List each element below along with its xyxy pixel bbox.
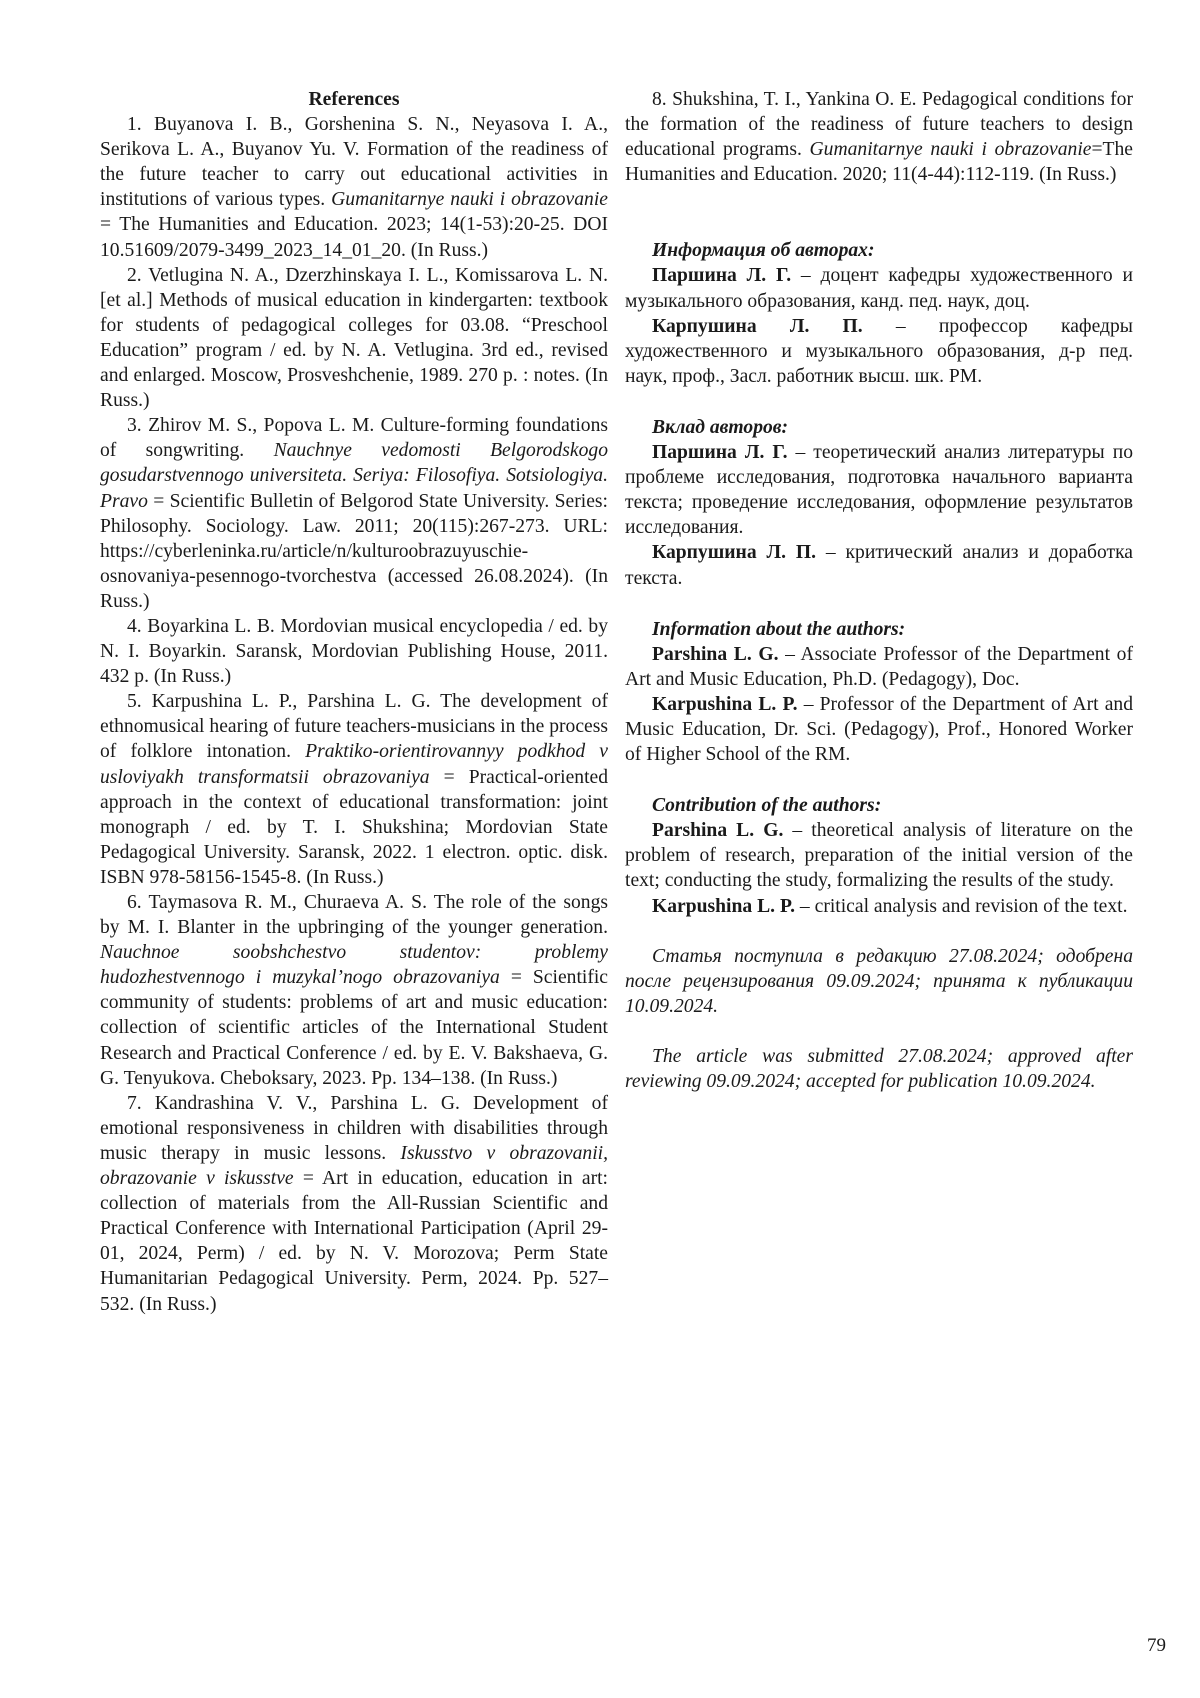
spacer: [625, 919, 1133, 944]
author-contribution: – теоретический анализ литературы по проблеме исследования, подготовка начального варианта текста; проведение исследования, оформление результатов исследования.: [625, 442, 1133, 539]
reference-text: = The Humanities and Education. 2023; 14(1-53):20-25. DOI 10.51609/2079-3499_2023_14_01_20. (In Russ.): [100, 214, 608, 261]
author-contribution: – theoretical analysis of literature on the problem of research, preparation of the initial version of the text; conducting the study, formalizing the results of the study.: [625, 820, 1133, 892]
right-column: [625, 87, 1133, 1094]
author-info: – Professor of the Department of Art and Music Education, Dr. Sci. (Pedagogy), Prof., Honored Worker of Higher School of the RM.: [625, 693, 1133, 766]
contrib-en-author-1: [625, 818, 1133, 893]
author-name: Паршина Л. Г.: [652, 265, 792, 287]
reference-item-6: [100, 890, 608, 1091]
reference-item-1: [100, 112, 608, 263]
author-contribution: – критический анализ и доработка текста.: [625, 542, 1133, 589]
reference-journal: Gumanitarnye nauki i obrazovanie: [809, 139, 1092, 161]
reference-text: 4. Boyarkina L. B. Mordovian musical encyclopedia / ed. by N. I. Boyarkin. Saransk, Mordovian Publishing House, 2011. 432 p. (In Russ.): [100, 615, 608, 688]
reference-text: = Scientific community of students: problems of art and music education: collection of scientific articles of the International Student Research and Practical Conference / ed. by E. V. Bakshaeva, G. G. Tenyukova. Cheboksary, 2023. Pp. 134–138. (In Russ.): [100, 967, 608, 1089]
author-name: Карпушина Л. П.: [652, 315, 863, 337]
contrib-ru-author-2: [625, 540, 1133, 590]
info-en-author-2: [625, 692, 1133, 767]
reference-item-2: [100, 263, 608, 414]
reference-text: 5. Karpushina L. P., Parshina L. G. The development of ethnomusical hearing of future teachers-musicians in the process of folklore intonation.: [100, 691, 608, 763]
reference-item-8: [625, 87, 1133, 187]
info-en-heading: Information about the authors:: [652, 618, 906, 640]
reference-journal: Gumanitarnye nauki i obrazovanie: [331, 189, 608, 211]
reference-text: 2. Vetlugina N. A., Dzerzhinskaya I. L., Komissarova L. N. [et al.] Methods of musical education in kindergarten: textbook for students of pedagogical colleges for 03.08. “Preschool Education” program / ed. by N. A. Vetlugina. 3rd ed., revised and enlarged. Moscow, Prosveshchenie, 1989. 270 p. : notes. (In Russ.): [100, 264, 608, 412]
info-ru-author-2: [625, 314, 1133, 389]
spacer: [625, 187, 1133, 212]
reference-item-5: [100, 689, 608, 890]
submission-note-en: The article was submitted 27.08.2024; approved after reviewing 09.09.2024; accepted for publication 10.09.2024.: [625, 1045, 1133, 1092]
submission-note-ru: Статья поступила в редакцию 27.08.2024; одобрена после рецензирования 09.09.2024; принята к публикации 10.09.2024.: [625, 945, 1133, 1017]
author-info: – доцент кафедры художественного и музыкального образования, канд. пед. наук, доц.: [625, 265, 1133, 312]
author-info: – Associate Professor of the Department of Art and Music Education, Ph.D. (Pedagogy), Doc.: [625, 643, 1133, 690]
reference-text: 1. Buyanova I. B., Gorshenina S. N., Neyasova I. A., Serikova L. A., Buyanov Yu. V. Formation of the readiness of the future teacher to carry out educational activities in institutions of various types.: [100, 114, 608, 211]
author-info: – профессор кафедры художественного и музыкального образования, д-р пед. наук, проф., Засл. работник высш. шк. РМ.: [625, 315, 1133, 387]
contrib-ru-heading: Вклад авторов:: [652, 416, 789, 438]
contrib-en-heading: Contribution of the authors:: [652, 795, 882, 817]
left-column: [100, 87, 608, 1317]
info-en-author-1: [625, 642, 1133, 692]
reference-journal: Praktiko-orientirovannyy podkhod v usloviyakh transformatsii obrazovaniya: [100, 741, 608, 788]
spacer: [625, 1019, 1133, 1044]
reference-text: = Art in education, education in art: collection of materials from the All-Russian Scientific and Practical Conference with International Participation (April 29-01, 2024, Perm) / ed. by N. V. Morozova; Perm State Humanitarian Pedagogical University. Perm, 2024. Pp. 527–532. (In Russ.): [100, 1168, 608, 1315]
reference-item-7: [100, 1091, 608, 1317]
contrib-ru-author-1: [625, 440, 1133, 540]
reference-item-3: [100, 413, 608, 614]
author-name: Parshina L. G.: [652, 643, 779, 665]
references-heading: References: [308, 89, 400, 110]
info-ru-heading: Информация об авторах:: [652, 240, 875, 262]
reference-text: = Practical-oriented approach in the context of educational transformation: joint monograph / ed. by T. I. Shukshina; Mordovian State Pedagogical University. Saransk, 2022. 1 electron. optic. disk. ISBN 978-58156-1545-8. (In Russ.): [100, 766, 609, 888]
author-name: Карпушина Л. П.: [652, 542, 817, 564]
page-number: 79: [1147, 1635, 1166, 1656]
author-name: Parshina L. G.: [652, 820, 784, 842]
reference-text: 6. Taymasova R. M., Churaeva A. S. The role of the songs by M. I. Blanter in the upbringing of the younger generation.: [100, 892, 608, 939]
reference-text: 3. Zhirov M. S., Popova L. M. Culture-forming foundations of songwriting.: [100, 415, 608, 462]
reference-text: 7. Kandrashina V. V., Parshina L. G. Development of emotional responsiveness in children with disabilities through music therapy in music lessons.: [100, 1092, 608, 1164]
reference-text: 8. Shukshina, T. I., Yankina O. E. Pedagogical conditions for the formation of the readiness of future teachers to design educational programs.: [625, 89, 1133, 161]
reference-journal: Nauchnye vedomosti Belgorodskogo gosudarstvennogo universiteta. Seriya: Filosofiya. Sotsiologiya. Pravo: [100, 440, 608, 512]
info-ru-author-1: [625, 263, 1133, 313]
reference-text: =The Humanities and Education. 2020; 11(4-44):112-119. (In Russ.): [625, 139, 1133, 186]
contrib-en-author-2: [625, 894, 1133, 919]
author-name: Паршина Л. Г.: [652, 442, 788, 464]
reference-text: = Scientific Bulletin of Belgorod State University. Series: Philosophy. Sociology. Law. 2011; 20(115):267-273. URL: https://cyberleninka.ru/article/n/kulturoobrazuyuschie-osnovaniya-pesennogo-tvorchestva (accessed 26.08.2024). (In Russ.): [100, 490, 608, 612]
author-contribution: – critical analysis and revision of the text.: [795, 895, 1128, 917]
reference-item-4: [100, 614, 608, 689]
reference-journal: Nauchnoe soobshchestvo studentov: problemy hudozhestvennogo i muzykal’nogo obrazovaniya: [100, 942, 608, 989]
reference-journal: Iskusstvo v obrazovanii, obrazovanie v iskusstve: [100, 1142, 608, 1190]
author-name: Karpushina L. P.: [652, 895, 796, 917]
author-name: Karpushina L. P.: [652, 693, 798, 715]
